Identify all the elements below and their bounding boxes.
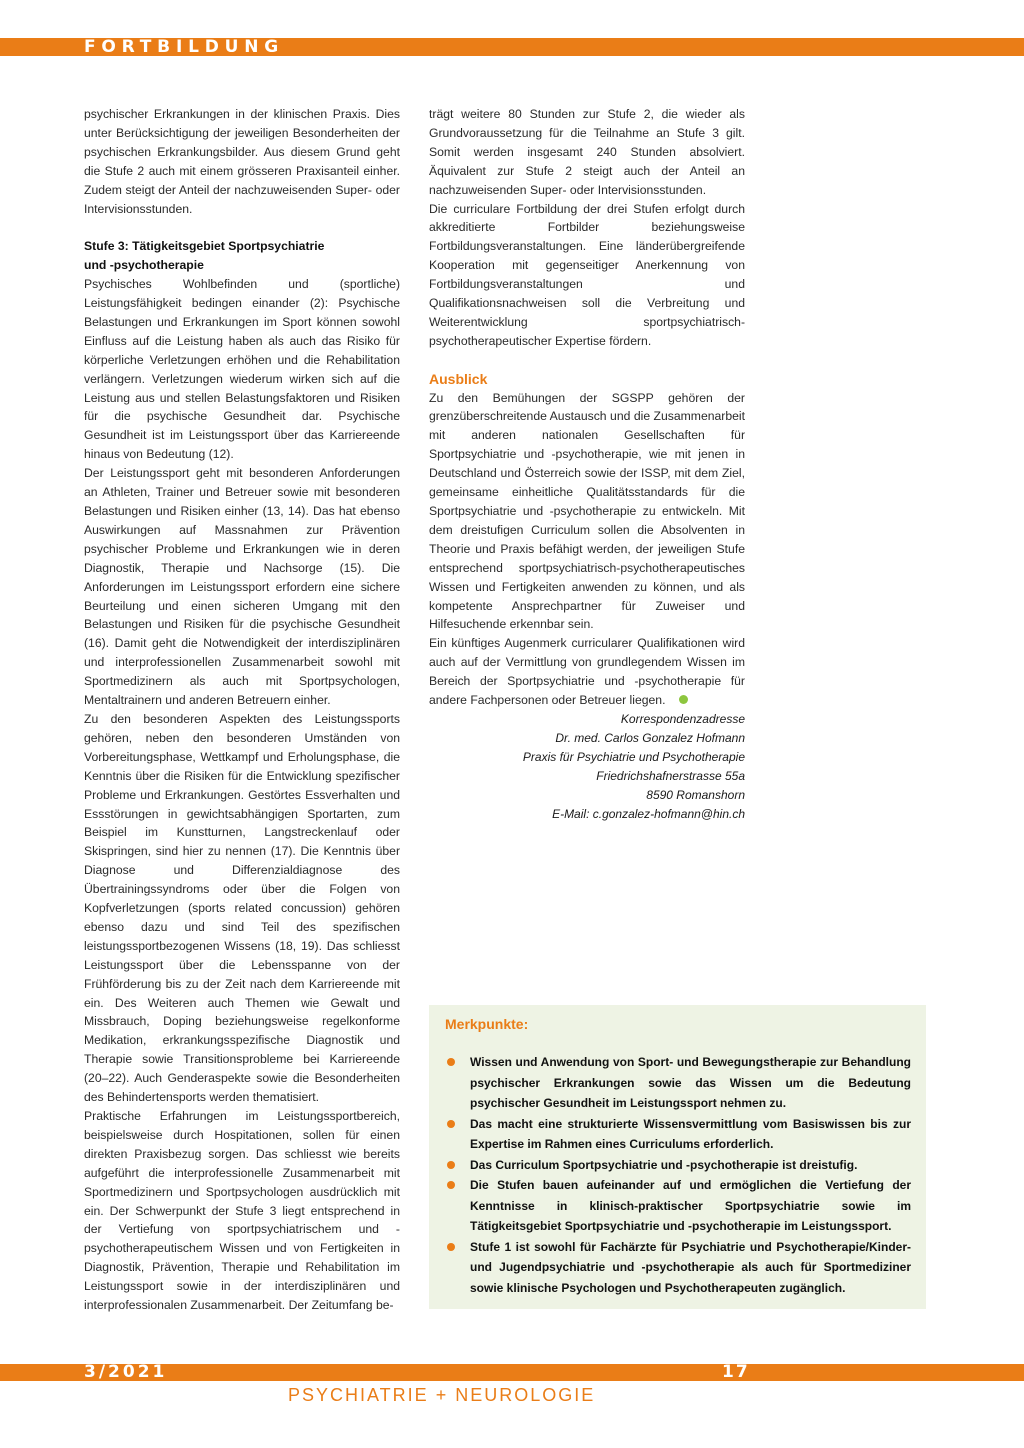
bullet-icon <box>447 1243 455 1251</box>
paragraph: Zu den Bemühungen der SGSPP gehören der grenzüberschreitende Austausch und die Zusammenarbeit mit anderen nationalen Gesellschaften für Sportpsychiatrie und -psychotherapie, wie mit jenen in Deutschland und Österreich sowie der ISSP, mit dem Ziel, gemeinsame einheitliche Qualitätsstandards für die Sportpsychiatrie und -psychotherapie zu entwickeln. Mit dem dreistufigen Curriculum sollen die Absolventen in Theorie und Praxis befähigt werden, der jeweiligen Stufe entsprechend sportpsychiatrisch-psychotherapeutisches Wissen und Fertigkeiten anwenden zu können, und als kompetente Ansprechpartner für Zuweiser und Hilfesuchende erkennbar sein. <box>429 390 745 632</box>
paragraph: Praktische Erfahrungen im Leistungssportbereich, beispielsweise durch Hospitationen, sollen für einen direkten Praxisbezug sorgen. Das schliesst wie bereits aufgeführt die interprofessionelle Zusammenarbeit mit Sportmedizinern und Sportpsychologen ausdrücklich mit ein. Der Schwerpunkt der Stufe 3 liegt entsprechend in der Vertiefung von sportpsychiatrischem und -psychotherapeutischem Wissen und von Fertigkeiten in Diagnostik, Prävention, Therapie und Rehabilitation im Leistungssport sowie in der interdisziplinären und interprofessionalen Zusammenarbeit. Der Zeitumfang be- <box>84 1109 400 1313</box>
paragraph: Psychisches Wohlbefinden und (sportliche) Leistungsfähigkeit bedingen einander (2): Psychische Belastungen und Erkrankungen im Sport können sowohl Einfluss auf die Leistung haben als auch das Risiko für körperliche Verletzungen erhöhen und die Rehabilitation verlängern. Verletzungen wiederum wirken sich auf die Leistung aus und stellen Belastungsfaktoren und Risiken für die psychische Gesundheit dar. Psychische Gesundheit ist im Leistungssport über das Karriereende hinaus von Bedeutung (12). <box>84 277 400 462</box>
section-label: FORTBILDUNG <box>84 37 284 57</box>
key-points-title: Merkpunkte: <box>445 1016 529 1032</box>
page-number: 17 <box>722 1362 750 1382</box>
key-point-text: Stufe 1 ist sowohl für Fachärzte für Psychiatrie und Psychotherapie/Kinder- und Jugendpsychiatrie und -psychotherapie als auch für Sportmediziner sowie klinische Psychologen und Psychotherapeuten zugänglich. <box>470 1239 911 1295</box>
key-point-text: Das Curriculum Sportpsychiatrie und -psychotherapie ist dreistufig. <box>470 1157 858 1172</box>
key-point-text: Wissen und Anwendung von Sport- und Bewegungstherapie zur Behandlung psychischer Erkrankungen sowie das Wissen um die Bedeutung psychischer Gesundheit im Leistungssport nehmen zu. <box>470 1055 911 1110</box>
address-practice: Praxis für Psychiatrie und Psychotherapie <box>522 750 745 764</box>
key-point-item <box>445 1114 911 1155</box>
issue-number: 3/2021 <box>84 1362 168 1382</box>
paragraph-last <box>429 634 745 710</box>
bullet-icon <box>447 1161 455 1169</box>
subheading-line-1: Stufe 3: Tätigkeitsgebiet Sportpsychiatrie <box>84 239 325 254</box>
ausblick-heading: Ausblick <box>429 370 488 387</box>
paragraph: Die curriculare Fortbildung der drei Stufen erfolgt durch akkreditierte Fortbilder beziehungsweise Fortbildungsveranstaltungen. Eine länderübergreifende Kooperation mit gegenseitiger Anerkennung von Fortbildungsveranstaltungen und Qualifikationsnachweisen soll die Verbreitung und Weiterentwicklung sportpsychiatrisch-psychotherapeutischer Expertise fördern. <box>429 201 745 348</box>
key-point-text: Die Stufen bauen aufeinander auf und ermöglichen die Vertiefung der Kenntnisse in klinisch-praktischer Sportpsychiatrie sowie im Tätigkeitsgebiet Sportpsychiatrie und -psychotherapie im Leistungssport. <box>470 1178 911 1233</box>
end-of-article-dot-icon <box>679 695 688 704</box>
paragraph: psychischer Erkrankungen in der klinischen Praxis. Dies unter Berücksichtigung der jeweiligen Besonderheiten der psychischen Erkrankungsbilder. Aus diesem Grund geht die Stufe 2 auch mit einem grösseren Praxisanteil einher. Zudem steigt der Anteil der nachzuweisenden Super- oder Intervisionsstunden. <box>84 107 400 216</box>
address-street: Friedrichshafnerstrasse 55a <box>596 769 745 783</box>
bullet-icon <box>447 1181 455 1189</box>
bullet-icon <box>447 1058 455 1066</box>
key-point-text: Das macht eine strukturierte Wissensvermittlung vom Basiswissen bis zur Expertise im Rahmen eines Curriculums erforderlich. <box>470 1116 911 1151</box>
address-name: Dr. med. Carlos Gonzalez Hofmann <box>555 731 745 745</box>
left-column <box>84 105 400 1315</box>
middle-column <box>429 105 745 710</box>
key-point-item <box>445 1052 911 1114</box>
subheading-line-2: und -psychotherapie <box>84 258 204 273</box>
key-points-box <box>429 1005 926 1309</box>
key-point-item <box>445 1175 911 1237</box>
paragraph: trägt weitere 80 Stunden zur Stufe 2, die wieder als Grundvoraussetzung für die Teilnahme an Stufe 3 gilt. Somit werden insgesamt 240 Stunden absolviert. Äquivalent zur Stufe 2 steigt auch der Anteil an nachzuweisenden Super- oder Intervisionsstunden. <box>429 107 745 197</box>
key-point-item <box>445 1237 911 1299</box>
address-city: 8590 Romanshorn <box>646 788 745 802</box>
address-email[interactable]: E-Mail: c.gonzalez-hofmann@hin.ch <box>552 807 745 821</box>
key-point-item <box>445 1155 911 1176</box>
address-label: Korrespondenzadresse <box>620 712 745 726</box>
correspondence-address <box>429 710 745 824</box>
paragraph-text: Ein künftiges Augenmerk curricularer Qualifikationen wird auch auf der Vermittlung von grundlegendem Wissen im Bereich der Sportpsychiatrie und -psychotherapie für andere Fachpersonen oder Betreuer liegen. <box>429 636 745 708</box>
paragraph: Der Leistungssport geht mit besonderen Anforderungen an Athleten, Trainer und Betreuer sowie mit besonderen Belastungen und Risiken einher (13, 14). Das hat ebenso Auswirkungen auf Massnahmen zur Prävention psychischer Probleme und Erkrankungen wie in deren Diagnostik, Therapie und Nachsorge (15). Die Anforderungen im Leistungssport erfordern eine sichere Beurteilung und einen sicheren Umgang mit den Belastungen und Risiken für die psychische Gesundheit (16). Damit geht die Notwendigkeit der interdisziplinären und interprofessionellen Zusammenarbeit sowohl mit Sportmedizinern als auch mit Sportpsychologen, Mentaltrainern und anderen Betreuern einher. <box>84 466 400 708</box>
journal-title: PSYCHIATRIE + NEUROLOGIE <box>288 1385 596 1405</box>
key-points-list <box>445 1052 911 1298</box>
bullet-icon <box>447 1120 455 1128</box>
paragraph: Zu den besonderen Aspekten des Leistungssports gehören, neben den besonderen Umständen von Vorbereitungsphase, Wettkampf und Erholungsphase, die Kenntnis über die Risiken für die Entwicklung spezifischer Probleme und Erkrankungen. Gestörtes Essverhalten und Essstörungen in gewichtsabhängigen Sportarten, zum Beispiel im Kunstturnen, Langstreckenlauf oder Skispringen, sind hier zu nennen (17). Die Kenntnis über Diagnose und Differenzialdiagnose des Übertrainingssyndroms oder über die Folgen von Kopfverletzungen (sports related concussion) gehören ebenso dazu und sind Teil des spezifischen leistungssportbezogenen Wissens (18, 19). Das schliesst Leistungssport über die Lebensspanne von der Frühförderung bis zu der Zeit nach dem Karriereende mit ein. Des Weiteren auch Themen wie Gewalt und Missbrauch, Doping beziehungsweise regelkonforme Medikation, erkrankungsspezifische Diagnostik und Therapie sowie Transitionsprobleme bei Karriereende (20–22). Auch Genderaspekte sowie die Besonderheiten des Behindertensports werden thematisiert. <box>84 711 400 1105</box>
